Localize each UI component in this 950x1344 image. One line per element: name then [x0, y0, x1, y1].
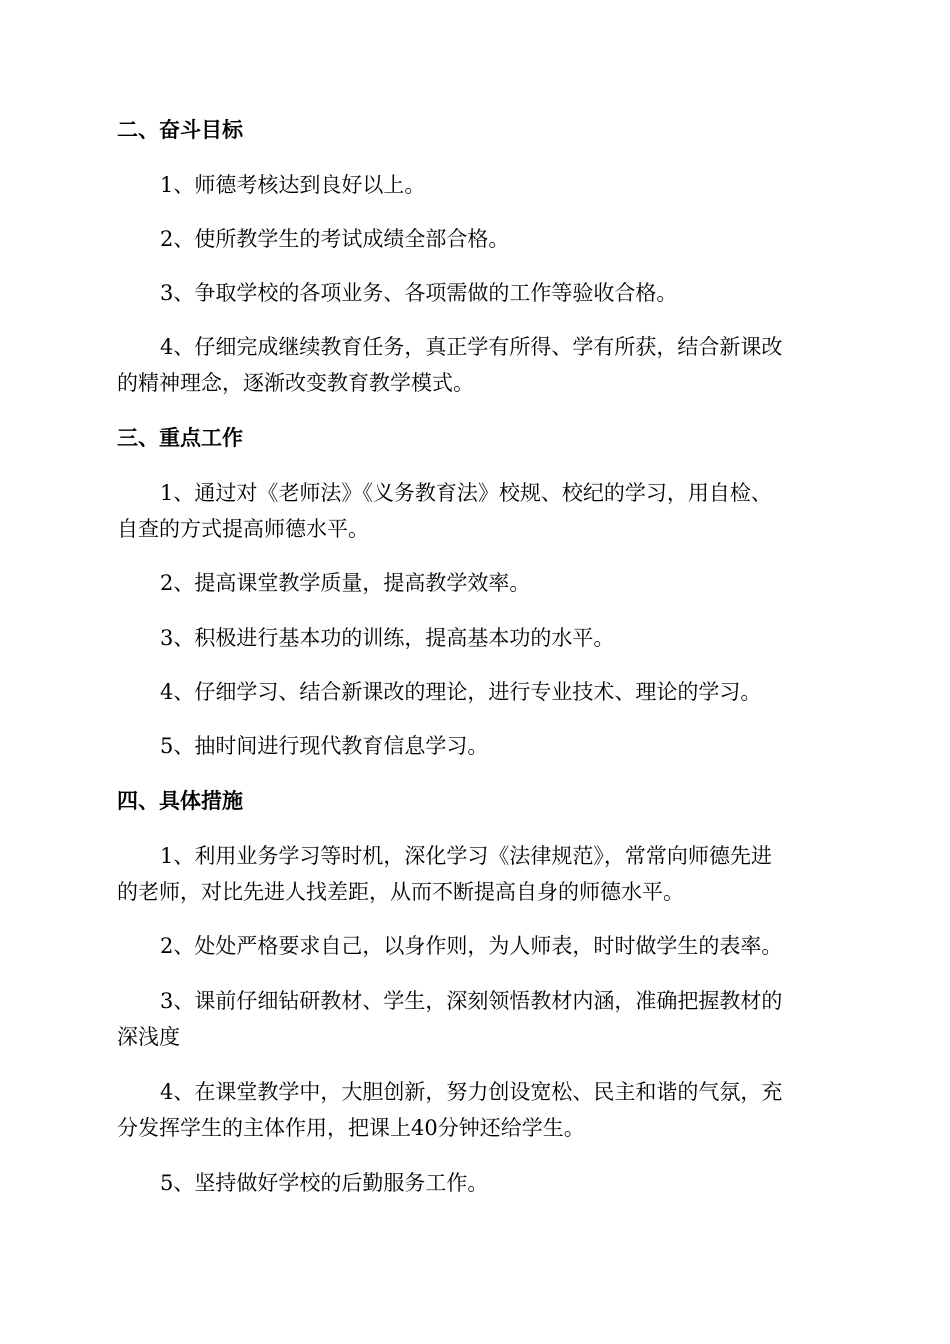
paragraph-line: 4、仔细完成继续教育任务，真正学有所得、学有所获，结合新课改 — [160, 335, 783, 359]
paragraph-line: 2、处处严格要求自己，以身作则，为人师表，时时做学生的表率。 — [160, 934, 783, 958]
paragraph-line-continued: 的老师，对比先进人找差距，从而不断提高自身的师德水平。 — [117, 880, 684, 904]
paragraph-line: 3、争取学校的各项业务、各项需做的工作等验收合格。 — [160, 281, 678, 305]
paragraph-line: 5、抽时间进行现代教育信息学习。 — [160, 734, 489, 758]
paragraph-line: 3、课前仔细钻研教材、学生，深刻领悟教材内涵，准确把握教材的 — [160, 989, 783, 1013]
paragraph-line: 2、使所教学生的考试成绩全部合格。 — [160, 227, 510, 251]
paragraph-line-continued: 深浅度 — [117, 1025, 180, 1049]
paragraph-line-continued: 的精神理念，逐渐改变教育教学模式。 — [117, 371, 474, 395]
paragraph-line: 3、积极进行基本功的训练，提高基本功的水平。 — [160, 626, 615, 650]
section-heading-goals: 二、奋斗目标 — [117, 117, 243, 142]
paragraph-line: 1、师德考核达到良好以上。 — [160, 173, 426, 197]
paragraph-line: 1、利用业务学习等时机，深化学习《法律规范》，常常向师德先进 — [160, 844, 772, 868]
paragraph-line: 4、仔细学习、结合新课改的理论，进行专业技术、理论的学习。 — [160, 680, 762, 704]
paragraph-line: 2、提高课堂教学质量，提高教学效率。 — [160, 571, 531, 595]
paragraph-line-continued: 分发挥学生的主体作用，把课上40分钟还给学生。 — [117, 1116, 585, 1140]
section-heading-key-work: 三、重点工作 — [117, 425, 243, 450]
paragraph-line: 4、在课堂教学中，大胆创新，努力创设宽松、民主和谐的气氛，充 — [160, 1080, 783, 1104]
section-heading-measures: 四、具体措施 — [117, 788, 243, 813]
paragraph-line: 5、坚持做好学校的后勤服务工作。 — [160, 1171, 489, 1195]
paragraph-line-continued: 自查的方式提高师德水平。 — [117, 517, 369, 541]
paragraph-line: 1、通过对《老师法》《义务教育法》校规、校纪的学习，用自检、 — [160, 481, 772, 505]
